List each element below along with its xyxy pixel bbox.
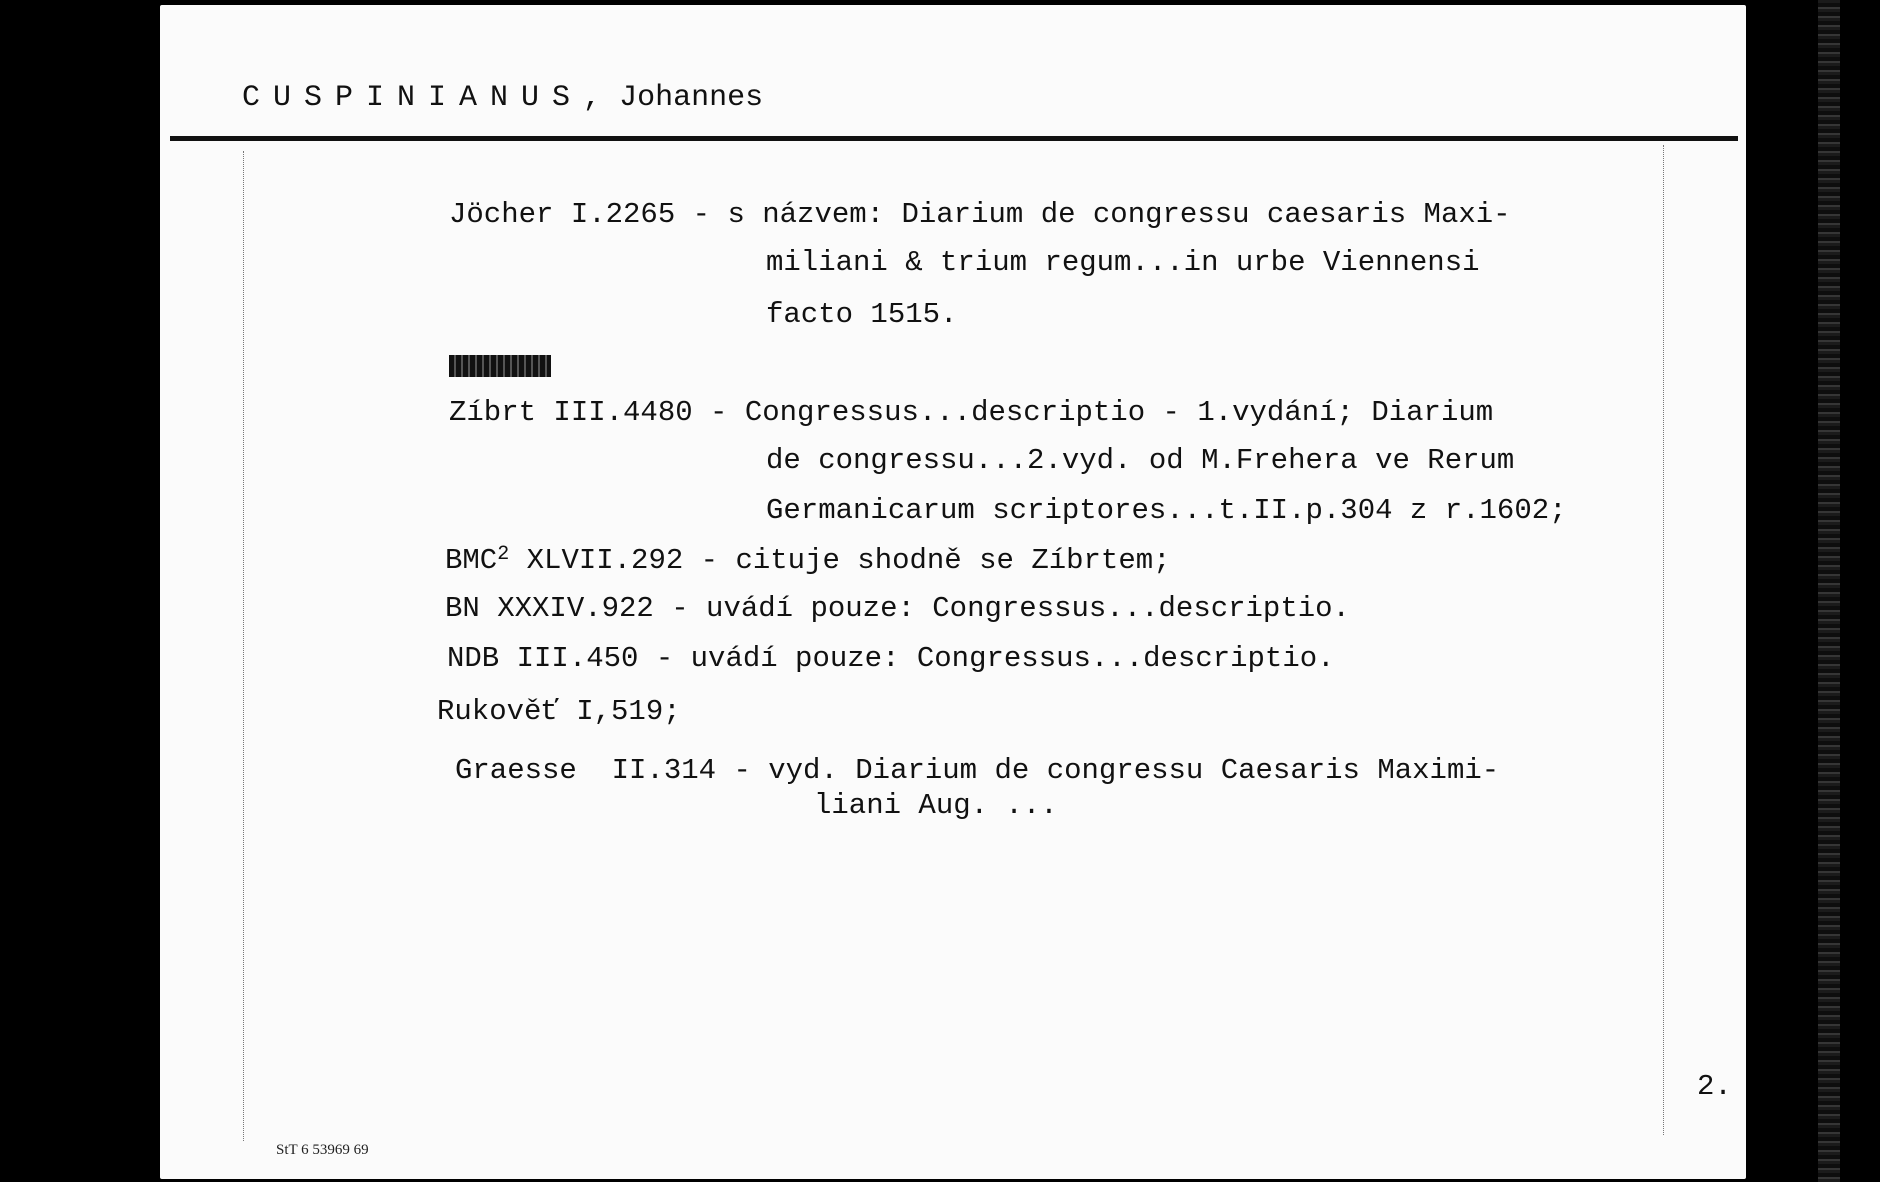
entry-bmc-prefix: BMC xyxy=(445,544,498,577)
entry-ndb: NDB III.450 - uvádí pouze: Congressus...descriptio. xyxy=(447,642,1335,675)
entry-bmc xyxy=(445,544,1171,578)
entry-jocher-line-2: miliani & trium regum...in urbe Viennensi xyxy=(766,246,1480,279)
left-margin-line xyxy=(243,151,244,1141)
entry-graesse-line-2: liani Aug. ... xyxy=(814,789,1058,822)
page-number: 2. xyxy=(1697,1070,1732,1103)
entry-bmc-superscript: 2 xyxy=(497,543,510,566)
entry-bmc-text: XLVII.292 - cituje shodně se Zíbrtem; xyxy=(509,544,1171,577)
print-code: StT 6 53969 69 xyxy=(276,1142,369,1158)
heading-surname: CUSPINIANUS xyxy=(242,81,584,115)
heading-given-name: Johannes xyxy=(619,81,764,115)
entry-jocher-line-1: Jöcher I.2265 - s názvem: Diarium de congressu caesaris Maxi- xyxy=(449,198,1511,231)
entry-bn: BN XXXIV.922 - uvádí pouze: Congressus...descriptio. xyxy=(445,592,1350,625)
heading-name xyxy=(242,81,763,115)
heading-separator: , xyxy=(583,81,602,115)
entry-rukovet: Rukověť I,519; xyxy=(437,695,681,728)
struck-out-text xyxy=(449,355,551,377)
right-margin-line xyxy=(1663,145,1664,1135)
scan-edge-artifact xyxy=(1818,0,1840,1182)
entry-jocher-line-3: facto 1515. xyxy=(766,298,958,331)
entry-graesse-line-1: Graesse II.314 - vyd. Diarium de congressu Caesaris Maximi- xyxy=(455,754,1500,787)
entry-zibrt-line-1: Zíbrt III.4480 - Congressus...descriptio - 1.vydání; Diarium xyxy=(449,396,1494,429)
catalog-card xyxy=(160,5,1746,1179)
entry-zibrt-line-2: de congressu...2.vyd. od M.Frehera ve Rerum xyxy=(766,444,1515,477)
entry-zibrt-line-3: Germanicarum scriptores...t.II.p.304 z r.1602; xyxy=(766,494,1567,527)
heading-rule xyxy=(170,136,1738,141)
